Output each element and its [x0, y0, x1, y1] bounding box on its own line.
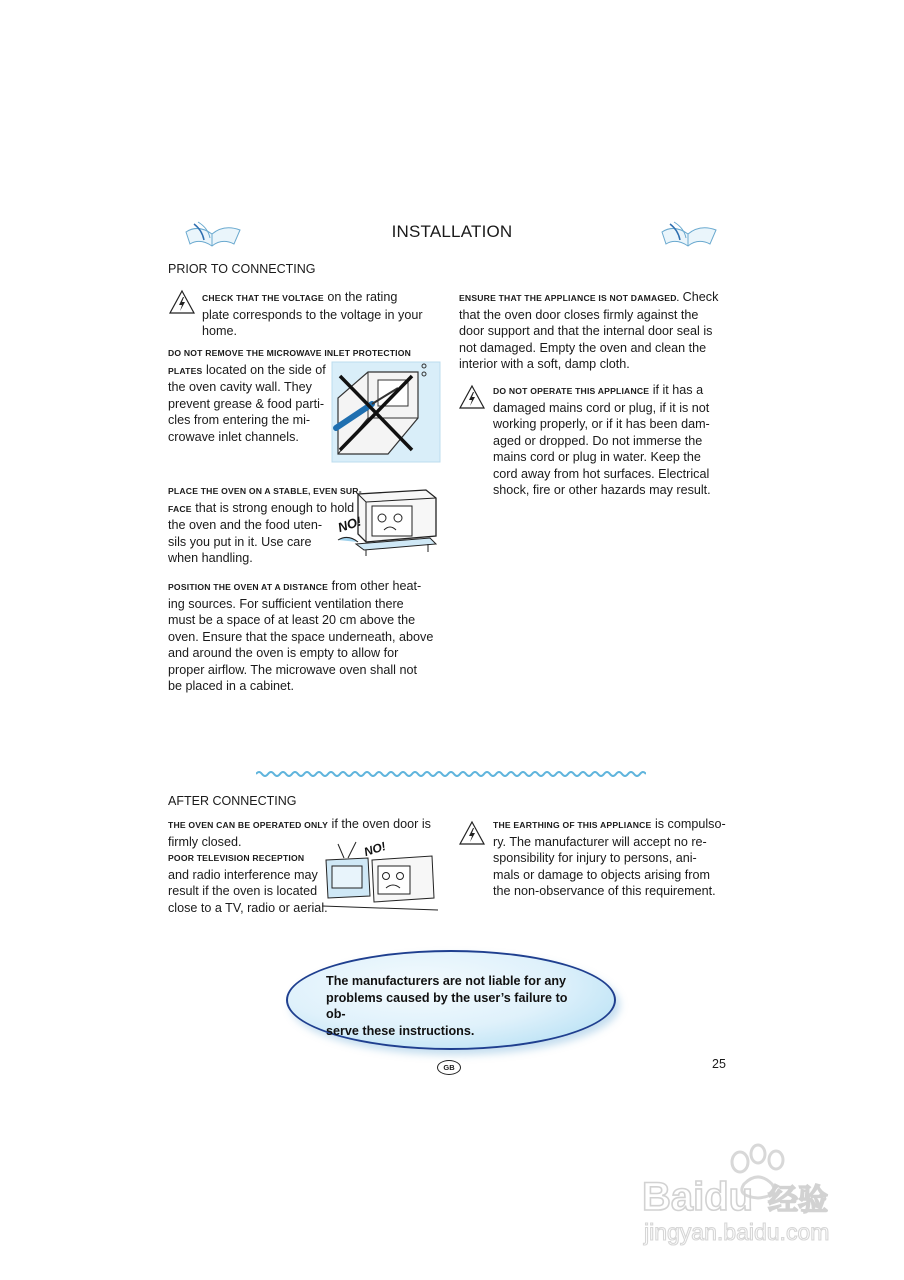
no-exclamation-label: NO!: [336, 513, 364, 536]
warning-icon: [458, 820, 486, 846]
paragraph-earthing: THE EARTHING OF THIS APPLIANCE is compulso- ry. The manufacturer will accept no re- sponsibility for injury to persons, ani- mals or damage to objects arising from the non-observance of this requirement.: [493, 817, 726, 898]
section-heading-prior: PRIOR TO CONNECTING: [168, 262, 316, 276]
section-heading-after: AFTER CONNECTING: [168, 794, 297, 808]
page-number: 25: [712, 1057, 726, 1071]
paragraph-voltage: CHECK THAT THE VOLTAGE on the rating plate corresponds to the voltage in your home.: [202, 290, 423, 338]
no-screwdriver-illustration: [328, 358, 444, 468]
oven-on-stand-illustration: [336, 486, 440, 558]
warning-icon: [168, 289, 196, 315]
book-decoration-icon: [660, 218, 718, 248]
paragraph-tv-reception: POOR TELEVISION RECEPTION and radio interference may result if the oven is located close to a TV, radio or aerial.: [168, 853, 328, 915]
warning-icon: [458, 384, 486, 410]
watermark-url: jingyan.baidu.com: [644, 1219, 830, 1245]
paragraph-distance: POSITION THE OVEN AT A DISTANCE from other heat- ing sources. For sufficient ventilation there must be a space of at least 20 cm above the oven. Ensure that the space underneath, above and around the oven is empty to allow for proper airflow. The microwave oven shall not be placed in a cabinet.: [168, 579, 434, 693]
paragraph-stable-surface: PLACE THE OVEN ON A STABLE, EVEN SUR- FACE that is strong enough to hold the oven and the food uten- sils you put in it. Use care when handling.: [168, 486, 362, 565]
no-exclamation-label: NO!: [362, 839, 388, 860]
baidu-watermark: [640, 1140, 860, 1250]
paragraph-do-not-operate: DO NOT OPERATE THIS APPLIANCE if it has a damaged mains cord or plug, if it is not working properly, or if it has been dam- aged or dropped. Do not immerse the mains cord or plug in water. Keep the cord away from hot surfaces. Electrical shock, fire or other hazards may result.: [493, 383, 711, 497]
paragraph-operated-only: THE OVEN CAN BE OPERATED ONLY if the oven door is firmly closed.: [168, 817, 431, 849]
watermark-brand: Baidu: [642, 1175, 754, 1219]
page-title: INSTALLATION: [391, 222, 513, 241]
watermark-brand-cn: 经验: [768, 1183, 828, 1218]
wavy-divider: [256, 770, 646, 778]
notice-text: The manufacturers are not liable for any problems caused by the user’s failure to ob- serve these instructions.: [326, 974, 568, 1038]
language-badge: GB: [437, 1060, 461, 1075]
paragraph-protection-plates: DO NOT REMOVE THE MICROWAVE INLET PROTECTION PLATES located on the side of the oven cavity wall. They prevent grease & food parti- cles from entering the mi- crowave inlet channels.: [168, 348, 412, 444]
tv-and-oven-illustration: [322, 836, 438, 914]
paragraph-not-damaged: ENSURE THAT THE APPLIANCE IS NOT DAMAGED. Check that the oven door closes firmly against the door support and that the internal door seal is not damaged. Empty the oven and clean the interior with a soft, damp cloth.: [459, 290, 719, 371]
